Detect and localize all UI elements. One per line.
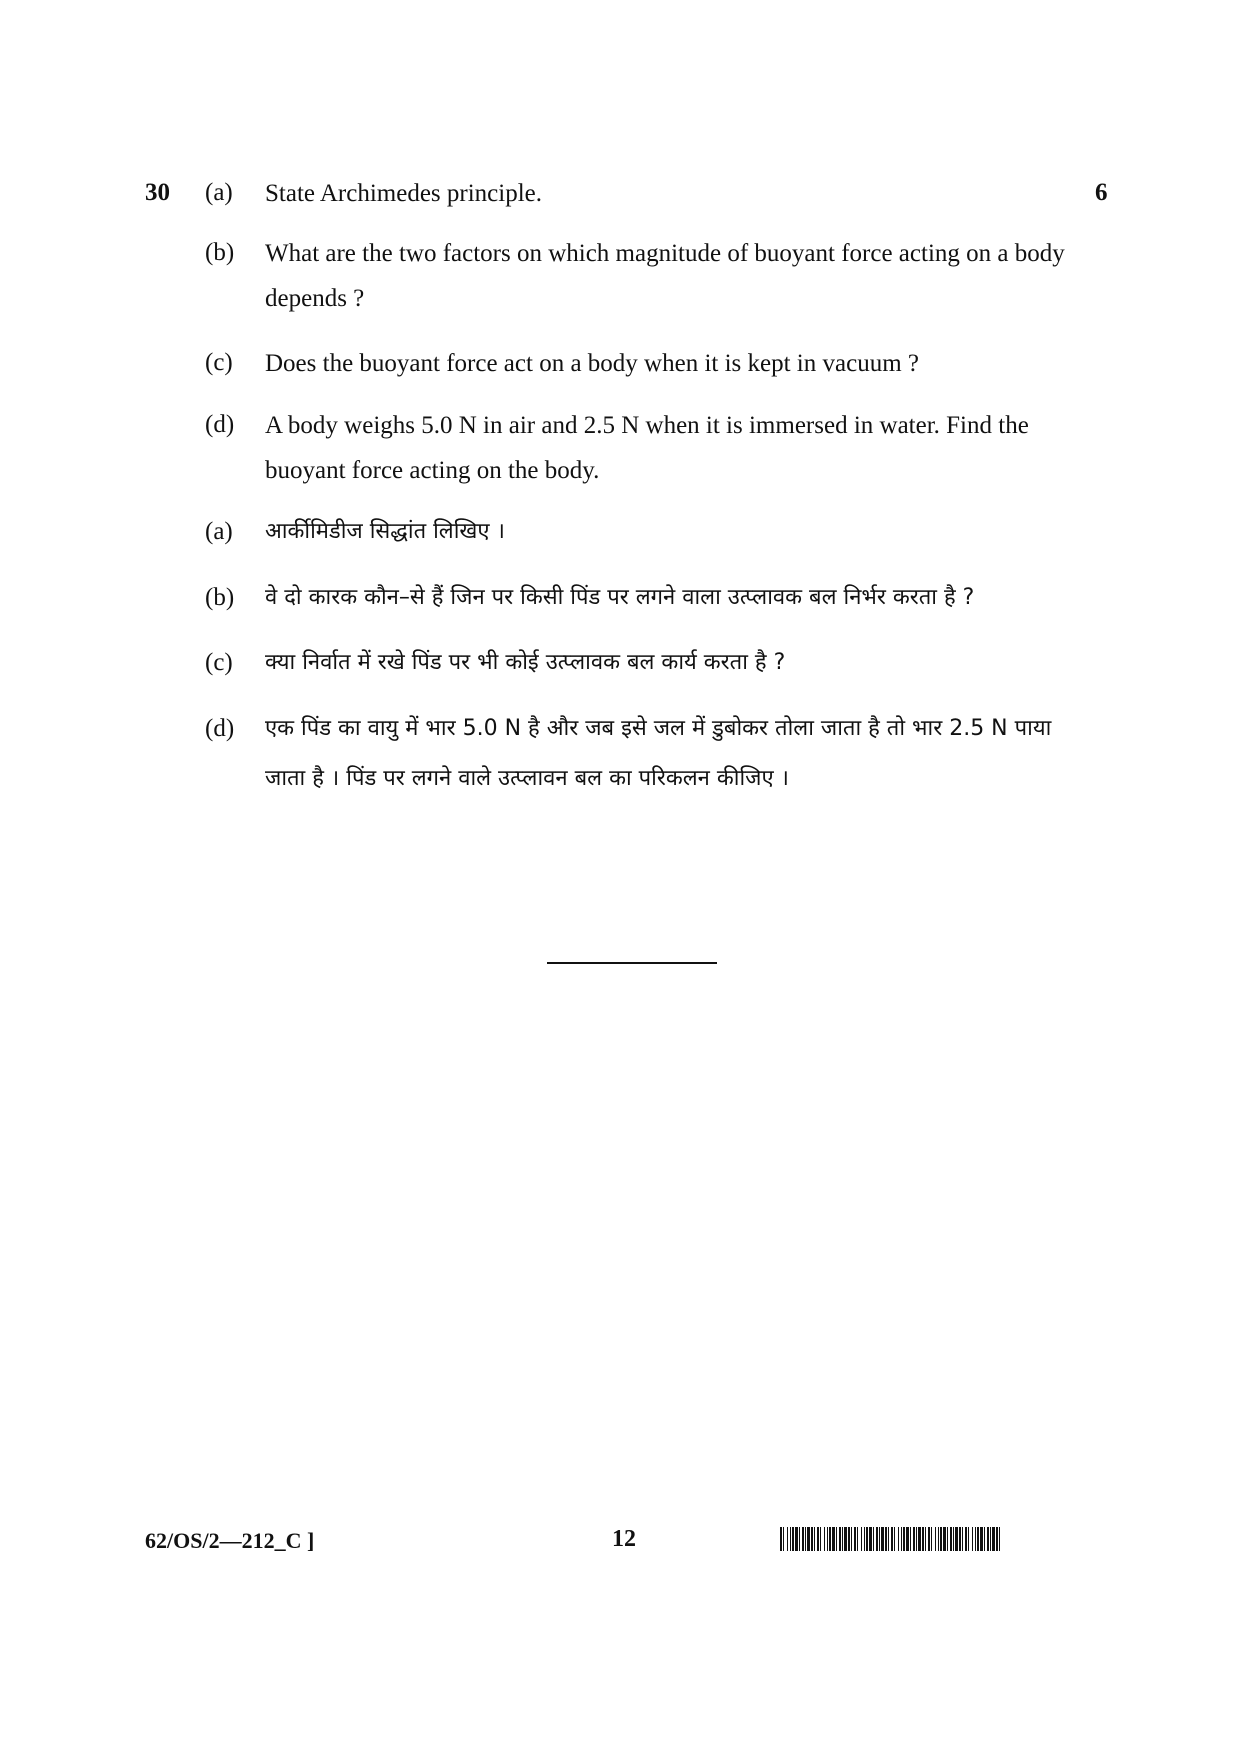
part-label: (c) (205, 649, 233, 676)
hindi-part-b (205, 583, 1075, 623)
part-label: (b) (205, 584, 235, 611)
part-label: (d) (205, 715, 235, 742)
hindi-part-d (205, 714, 1075, 804)
part-text: एक पिंड का वायु में भार 5.0 N है और जब इसे जल में डुबोकर तोला जाता है तो भार 2.5 N पाया जाता है । पिंड पर लगने वाले उत्प्लावन बल का परिकलन कीजिए । (265, 716, 1052, 791)
part-text: आर्कीमिडीज सिद्धांत लिखिए । (265, 519, 505, 544)
part-text: वे दो कारक कौन–से हैं जिन पर किसी पिंड पर लगने वाला उत्प्लावक बल निर्भर करता है ? (265, 585, 975, 610)
hindi-part-c (205, 648, 1075, 688)
hindi-part-a (205, 517, 1075, 557)
part-label: (c) (205, 349, 233, 376)
english-part-c (205, 348, 1075, 386)
part-label: (b) (205, 239, 235, 266)
page-number: 12 (612, 1526, 636, 1552)
part-label: (a) (205, 179, 233, 206)
part-text: क्या निर्वात में रखे पिंड पर भी कोई उत्प्लावक बल कार्य करता है ? (265, 650, 786, 675)
english-part-a (205, 178, 1075, 216)
paper-code: 62/OS/2—212_C ] (145, 1528, 315, 1553)
part-text: State Archimedes principle. (265, 180, 543, 207)
part-label: (a) (205, 518, 233, 545)
english-part-d (205, 410, 1075, 493)
part-text: A body weighs 5.0 N in air and 2.5 N when it is immersed in water. Find the buoyant force acting on the body. (265, 412, 1029, 484)
question-marks: 6 (1095, 179, 1108, 206)
part-label: (d) (205, 411, 235, 438)
question-number: 30 (145, 179, 170, 206)
part-text: What are the two factors on which magnitude of buoyant force acting on a body depends ? (265, 240, 1065, 312)
part-text: Does the buoyant force act on a body when it is kept in vacuum ? (265, 350, 919, 377)
end-of-question-divider (547, 962, 717, 964)
english-part-b (205, 238, 1075, 321)
barcode-icon (780, 1527, 1002, 1551)
